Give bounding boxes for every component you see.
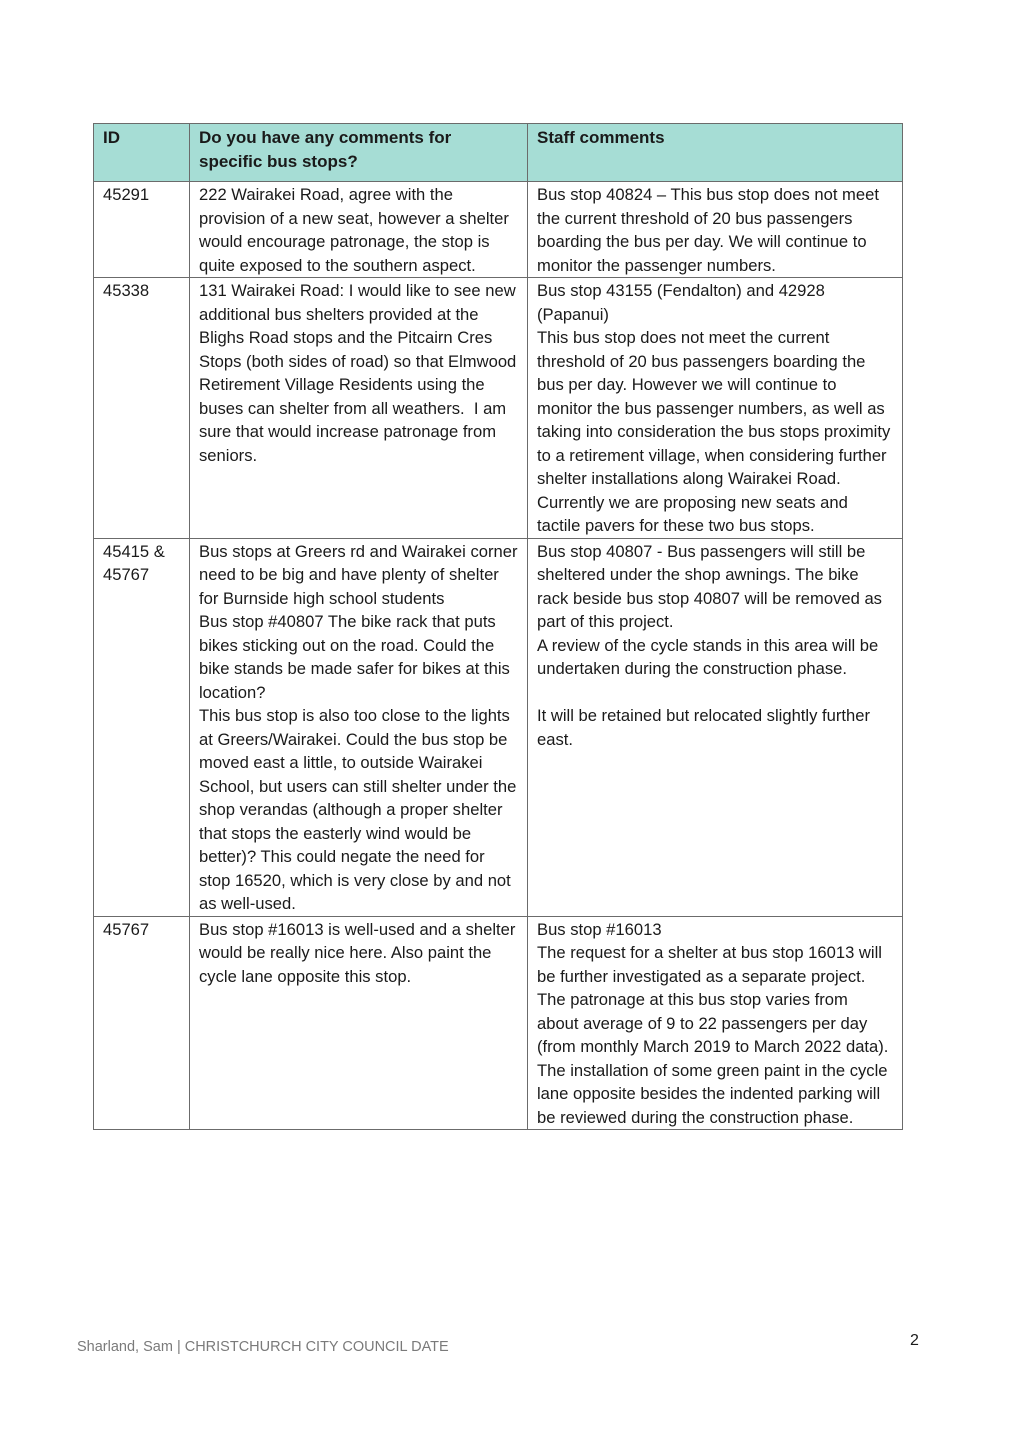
row-id: 45338 [94,278,190,539]
comments-table [93,123,903,1130]
row-comment: 222 Wairakei Road, agree with the provision of a new seat, however a shelter would encourage patronage, the stop is quite exposed to the southern aspect. [190,182,528,278]
row-comment: Bus stops at Greers rd and Wairakei corner need to be big and have plenty of shelter for Burnside high school students Bus stop #40807 The bike rack that puts bikes sticking out on the road. Could the bike stands be made safer for bikes at this location? This bus stop is also too close to the lights at Greers/Wairakei. Could the bus stop be moved east a little, to outside Wairakei School, but users can still shelter under the shop verandas (although a proper shelter that stops the easterly wind would be better)? This could negate the need for stop 16520, which is very close by and not as well-used. [190,538,528,916]
row-staff-comment: Bus stop 40824 – This bus stop does not meet the current threshold of 20 bus passengers boarding the bus per day. We will continue to monitor the passenger numbers. [528,182,903,278]
page-footer: Sharland, Sam | CHRISTCHURCH CITY COUNCIL DATE [77,1339,449,1355]
table-row [94,538,903,916]
table-row [94,182,903,278]
table-header-row [94,124,903,182]
table-row [94,278,903,539]
header-staff-comments: Staff comments [528,124,903,182]
row-comment: 131 Wairakei Road: I would like to see new additional bus shelters provided at the Blighs Road stops and the Pitcairn Cres Stops (both sides of road) so that Elmwood Retirement Village Residents using the buses can shelter from all weathers. I am sure that would increase patronage from seniors. [190,278,528,539]
table-row [94,916,903,1130]
row-staff-comment: Bus stop 40807 - Bus passengers will still be sheltered under the shop awnings. The bike rack beside bus stop 40807 will be removed as part of this project. A review of the cycle stands in this area will be undertaken during the construction phase. It will be retained but relocated slightly further east. [528,538,903,916]
header-question: Do you have any comments for specific bus stops? [190,124,528,182]
page-number: 2 [910,1332,919,1349]
header-id: ID [94,124,190,182]
row-id: 45291 [94,182,190,278]
row-comment: Bus stop #16013 is well-used and a shelter would be really nice here. Also paint the cycle lane opposite this stop. [190,916,528,1130]
row-id: 45415 & 45767 [94,538,190,916]
row-staff-comment: Bus stop #16013 The request for a shelter at bus stop 16013 will be further investigated as a separate project. The patronage at this bus stop varies from about average of 9 to 22 passengers per day (from monthly March 2019 to March 2022 data). The installation of some green paint in the cycle lane opposite besides the indented parking will be reviewed during the construction phase. [528,916,903,1130]
row-id: 45767 [94,916,190,1130]
row-staff-comment: Bus stop 43155 (Fendalton) and 42928 (Papanui) This bus stop does not meet the current threshold of 20 bus passengers boarding the bus per day. However we will continue to monitor the bus passenger numbers, as well as taking into consideration the bus stops proximity to a retirement village, when considering further shelter installations along Wairakei Road. Currently we are proposing new seats and tactile pavers for these two bus stops. [528,278,903,539]
